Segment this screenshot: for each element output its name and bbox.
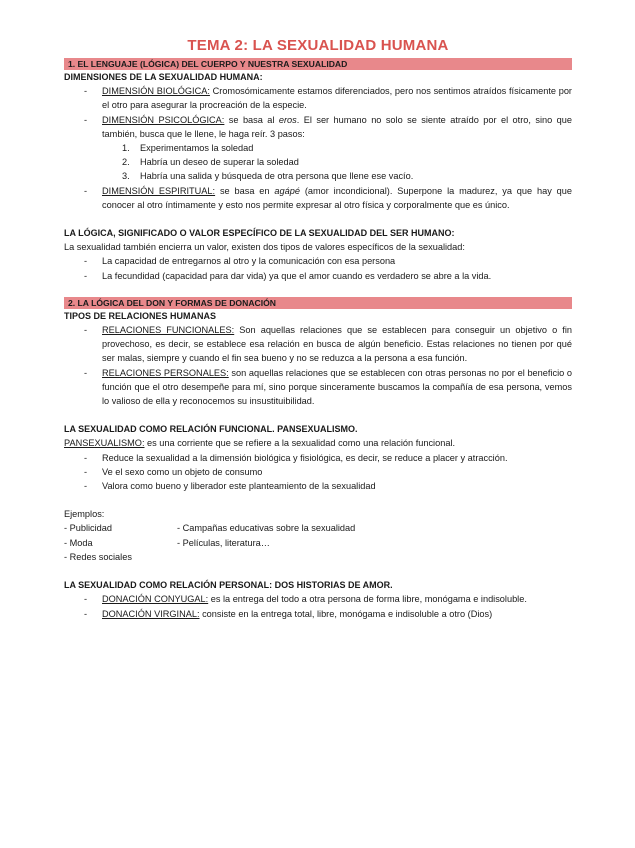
example-item: - Moda	[64, 537, 93, 548]
dimensions-list	[64, 84, 572, 141]
example-item: - Redes sociales	[64, 551, 132, 562]
funcional-heading: LA SEXUALIDAD COMO RELACIÓN FUNCIONAL. PANSEXUALISMO.	[64, 424, 358, 435]
step-text: Experimentamos la soledad	[140, 143, 254, 154]
step-number: 2.	[122, 157, 130, 168]
text-espiritual-pre: se basa en	[215, 185, 275, 196]
list-item	[64, 113, 572, 141]
text-conyugal: es la entrega del todo a otra persona de forma libre, monógama e indisoluble.	[208, 594, 527, 605]
examples-grid	[64, 521, 572, 564]
step-number: 1.	[122, 143, 130, 154]
pansexualismo-definition	[64, 436, 572, 450]
list-item	[64, 592, 572, 606]
list-item: - Ve el sexo como un objeto de consumo	[64, 465, 572, 479]
step-item	[64, 155, 572, 169]
step-text: Habría una salida y búsqueda de otra persona que llene ese vacío.	[140, 171, 414, 182]
example-item: - Campañas educativas sobre la sexualidad	[177, 523, 356, 534]
dimensions-heading: DIMENSIONES DE LA SEXUALIDAD HUMANA:	[64, 72, 263, 82]
document-page	[64, 36, 572, 621]
list-item: - La fecundidad (capacidad para dar vida) ya que el amor cuando es verdadero se abre a la vida.	[64, 269, 572, 283]
section-1-header: 1. EL LENGUAJE (LÓGICA) DEL CUERPO Y NUESTRA SEXUALIDAD	[64, 58, 572, 70]
personal-list	[64, 592, 572, 620]
text-virginal: consiste en la entrega total, libre, monógama e indisoluble a otro (Dios)	[199, 608, 493, 619]
list-item: - La capacidad de entregarnos al otro y la comunicación con esa persona	[64, 254, 572, 268]
list-item	[64, 323, 572, 366]
example-item: - Películas, literatura…	[177, 537, 270, 548]
list-item	[64, 607, 572, 621]
text-funcionales: Son aquellas relaciones que se establecen para conseguir un objetivo o fin provechoso, es decir, se establece esa relación en busca de algún beneficio. Estas relaciones no tienen por qué ser malas, siempre y cuando el fin sea bueno y no se reduzca a la persona a esa función.	[102, 325, 572, 364]
logica-heading: LA LÓGICA, SIGNIFICADO O VALOR ESPECÍFICO DE LA SEXUALIDAD DEL SER HUMANO:	[64, 228, 455, 239]
text-biologica: Cromosómicamente estamos diferenciados, pero nos sentimos atraídos físicamente por el otro para asegurar la procreación de la especie.	[102, 86, 572, 111]
example-item	[177, 550, 477, 564]
text-pansexualismo: es una corriente que se refiere a la sexualidad como una relación funcional.	[144, 438, 456, 449]
step-number: 3.	[122, 171, 130, 182]
term-biologica: DIMENSIÓN BIOLÓGICA:	[102, 86, 210, 97]
personal-heading: LA SEXUALIDAD COMO RELACIÓN PERSONAL: DOS HISTORIAS DE AMOR.	[64, 580, 393, 591]
text-psicologica-post: . El ser humano no solo se siente atraído por el otro, sino que también, busca que le llene, le haga reír. 3 pasos:	[102, 114, 572, 139]
list-item	[64, 84, 572, 112]
logica-list	[64, 254, 572, 282]
example-item: - Publicidad	[64, 523, 113, 534]
text-psicologica-pre: se basa al	[224, 114, 279, 125]
text-psicologica-em: eros	[278, 114, 297, 125]
term-virginal: DONACIÓN VIRGINAL:	[102, 608, 200, 619]
page-title: TEMA 2: LA SEXUALIDAD HUMANA	[187, 37, 449, 54]
list-item	[64, 366, 572, 409]
text-personales: son aquellas relaciones que se establecen con otras personas no por el beneficio o función que el otro desempeñe para mí, sino porque sinceramente buscamos la compañía de esa persona, vemos lo valioso de ella y reconocemos su insustituibilidad.	[102, 367, 573, 407]
step-item	[64, 141, 572, 155]
list-item: - Valora como bueno y liberador este planteamiento de la sexualidad	[64, 479, 572, 493]
steps-list	[64, 141, 572, 184]
term-conyugal: DONACIÓN CONYUGAL:	[102, 594, 209, 605]
term-funcionales: RELACIONES FUNCIONALES:	[102, 325, 235, 336]
list-item	[64, 184, 572, 212]
term-pansexualismo: PANSEXUALISMO:	[64, 438, 145, 449]
term-personales: RELACIONES PERSONALES:	[102, 367, 229, 378]
relations-list	[64, 323, 572, 408]
term-espiritual: DIMENSIÓN ESPIRITUAL:	[102, 185, 216, 196]
text-espiritual-em: agápé	[274, 185, 300, 196]
funcional-list	[64, 451, 572, 494]
step-text: Habría un deseo de superar la soledad	[140, 157, 299, 168]
examples-label: Ejemplos:	[64, 509, 105, 520]
text-espiritual-post: (amor incondicional). Superpone la madurez, ya que hay que conocer al otro íntimamente y esto nos permite expresar al otro física y corporalmente que es único.	[102, 185, 572, 210]
term-psicologica: DIMENSIÓN PSICOLÓGICA:	[102, 114, 225, 125]
logica-intro: La sexualidad también encierra un valor, existen dos tipos de valores específicos de la sexualidad:	[64, 242, 465, 253]
list-item: - Reduce la sexualidad a la dimensión biológica y fisiológica, es decir, se reduce a placer y atracción.	[64, 451, 572, 465]
section-2-header: 2. LA LÓGICA DEL DON Y FORMAS DE DONACIÓN	[64, 297, 572, 309]
dimensions-list-cont	[64, 184, 572, 212]
relations-heading: TIPOS DE RELACIONES HUMANAS	[64, 310, 217, 321]
step-item	[64, 169, 572, 183]
